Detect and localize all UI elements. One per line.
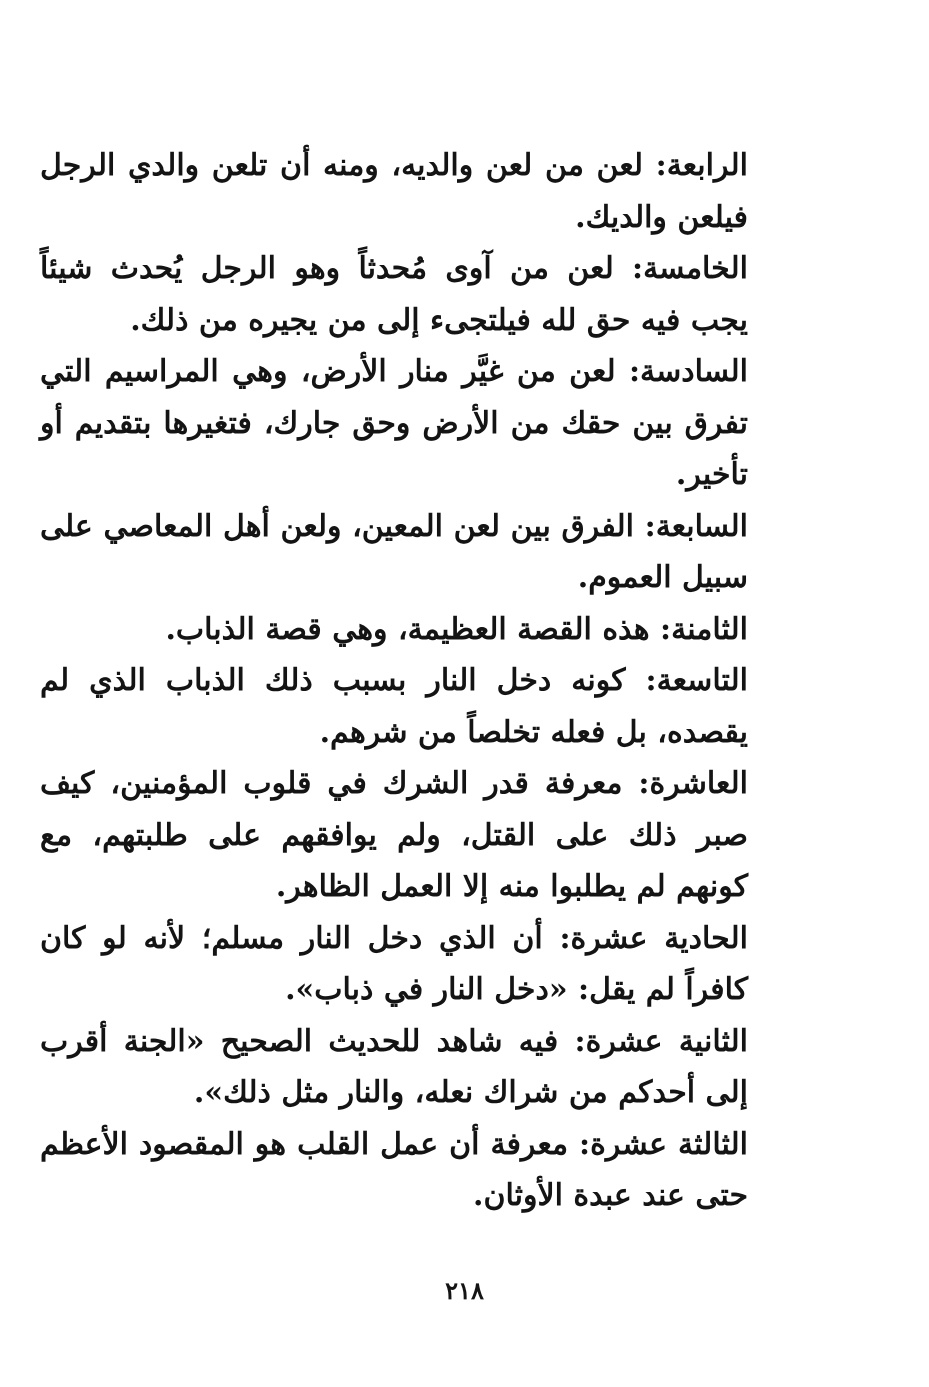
page-number: ٢١٨ <box>445 1276 484 1305</box>
paragraph-eighth: الثامنة: هذه القصة العظيمة، وهي قصة الذباب. <box>165 611 748 647</box>
body-text <box>40 140 748 1222</box>
paragraph-tenth: العاشرة: معرفة قدر الشرك في قلوب المؤمنين، كيف صبر ذلك على القتل، ولم يوافقهم على طلبتهم، مع كونهم لم يطلبوا منه إلا العمل الظاهر. <box>40 766 748 904</box>
paragraph-seventh: السابعة: الفرق بين لعن المعين، ولعن أهل المعاصي على سبيل العموم. <box>40 508 748 595</box>
paragraph-eleventh: الحادية عشرة: أن الذي دخل النار مسلم؛ لأنه لو كان كافراً لم يقل: «دخل النار في ذباب». <box>40 920 748 1007</box>
paragraph-twelfth: الثانية عشرة: فيه شاهد للحديث الصحيح «الجنة أقرب إلى أحدكم من شراك نعله، والنار مثل ذلك». <box>40 1023 748 1110</box>
paragraph-sixth: السادسة: لعن من غيَّر منار الأرض، وهي المراسيم التي تفرق بين حقك من الأرض وحق جارك، فتغيرها بتقديم أو تأخير. <box>40 354 748 492</box>
paragraph-fourth: الرابعة: لعن من لعن والديه، ومنه أن تلعن والدي الرجل فيلعن والديك. <box>40 148 748 235</box>
paragraph-ninth: التاسعة: كونه دخل النار بسبب ذلك الذباب الذي لم يقصده، بل فعله تخلصاً من شرهم. <box>40 663 748 750</box>
paragraph-thirteenth: الثالثة عشرة: معرفة أن عمل القلب هو المقصود الأعظم حتى عند عبدة الأوثان. <box>40 1126 748 1213</box>
paragraph-fifth: الخامسة: لعن من آوى مُحدثاً وهو الرجل يُحدث شيئاً يجب فيه حق لله فيلتجىء إلى من يجيره من ذلك. <box>40 251 748 338</box>
